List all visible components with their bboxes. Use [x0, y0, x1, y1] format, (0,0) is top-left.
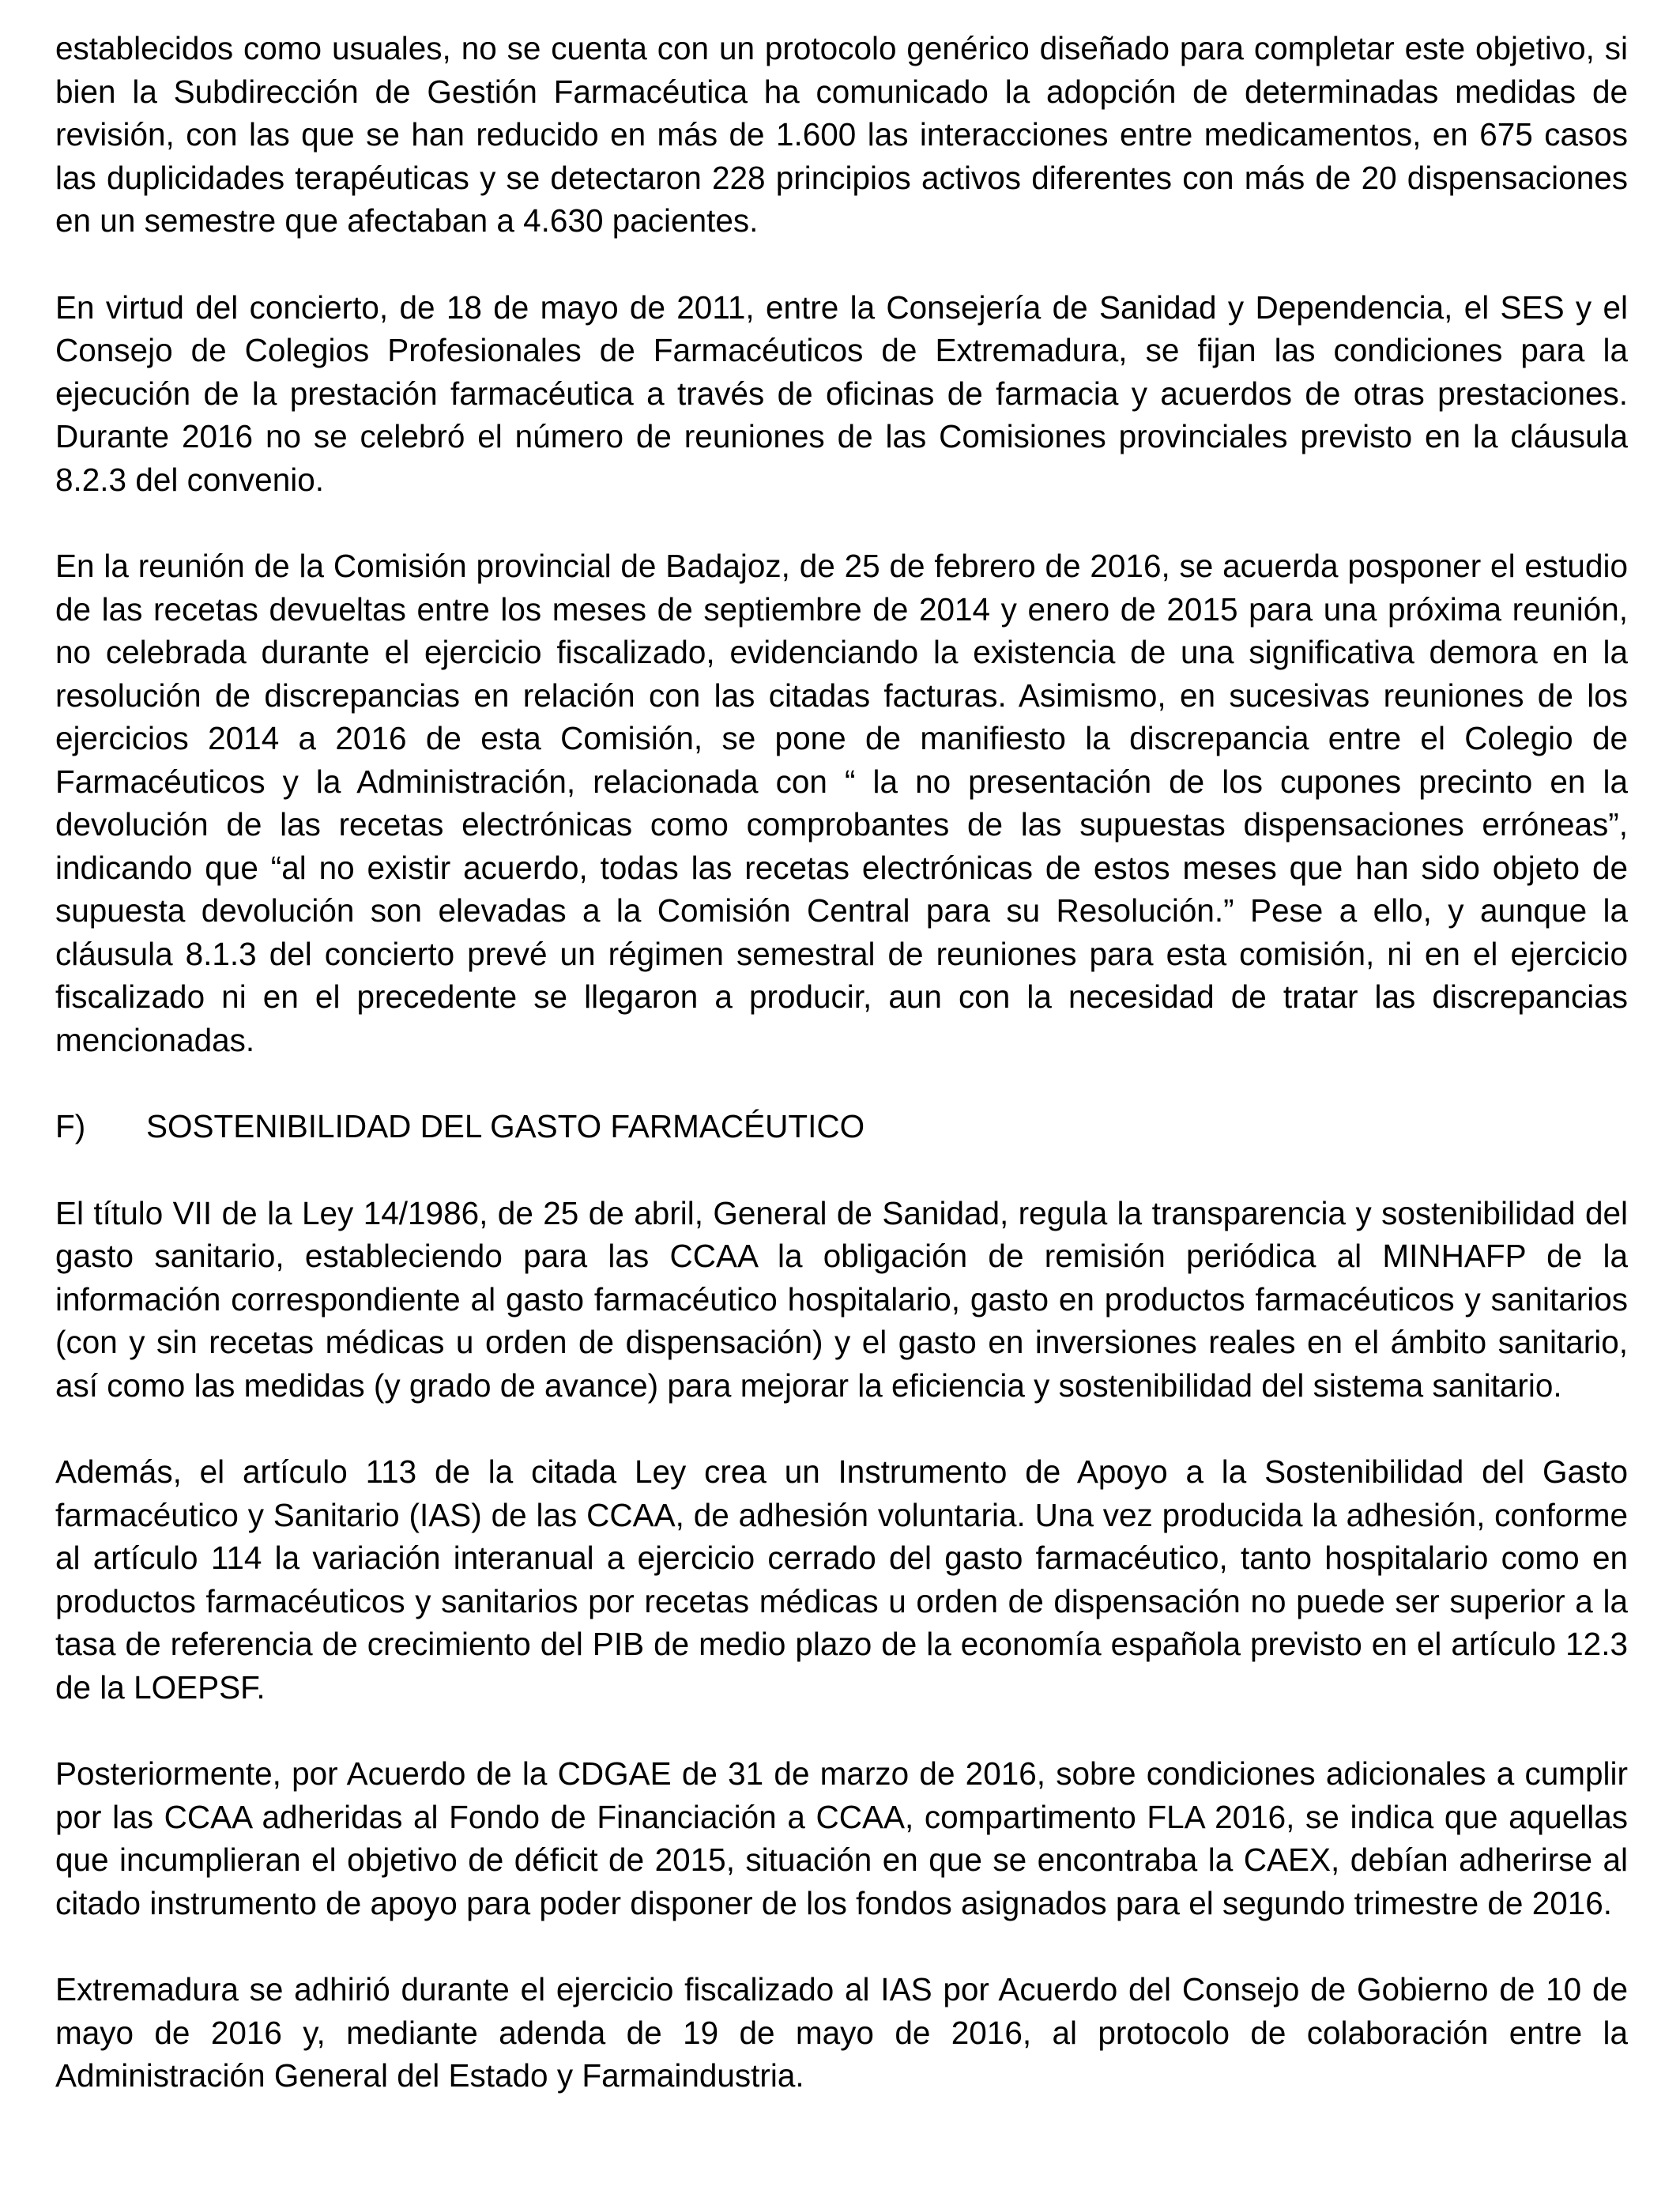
paragraph-acuerdo-cdgae: Posteriormente, por Acuerdo de la CDGAE de 31 de marzo de 2016, sobre condiciones adicionales a cumplir por las CCAA adheridas al Fondo de Financiación a CCAA, compartimento FLA 2016, se indica que aquellas que incumplieran el objetivo de déficit de 2015, situación en que se encontraba la CAEX, debían adherirse al citado instrumento de apoyo para poder disponer de los fondos asignados para el segundo trimestre de 2016.	[55, 1755, 1628, 1921]
section-number: F)	[55, 1108, 86, 1144]
paragraph-concierto-farmaceuticos: En virtud del concierto, de 18 de mayo de 2011, entre la Consejería de Sanidad y Dependencia, el SES y el Consejo de Colegios Profesionales de Farmacéuticos de Extremadura, se fijan las condiciones para la ejecución de la prestación farmacéutica a través de oficinas de farmacia y acuerdos de otras prestaciones. Durante 2016 no se celebró el número de reuniones de las Comisiones provinciales previsto en la cláusula 8.2.3 del convenio.	[55, 288, 1628, 498]
paragraph-protocolo-revision: establecidos como usuales, no se cuenta con un protocolo genérico diseñado para completar este objetivo, si bien la Subdirección de Gestión Farmacéutica ha comunicado la adopción de determinadas medidas de revisión, con las que se han reducido en más de 1.600 las interacciones entre medicamentos, en 675 casos las duplicidades terapéuticas y se detectaron 228 principios activos diferentes con más de 20 dispensaciones en un semestre que afectaban a 4.630 pacientes.	[55, 30, 1628, 239]
paragraph-adhesion-extremadura: Extremadura se adhirió durante el ejercicio fiscalizado al IAS por Acuerdo del Consejo de Gobierno de 10 de mayo de 2016 y, mediante adenda de 19 de mayo de 2016, al protocolo de colaboración entre la Administración General del Estado y Farmaindustria.	[55, 1971, 1628, 2094]
paragraph-instrumento-apoyo: Además, el artículo 113 de la citada Ley crea un Instrumento de Apoyo a la Sostenibilidad del Gasto farmacéutico y Sanitario (IAS) de las CCAA, de adhesión voluntaria. Una vez producida la adhesión, conforme al artículo 114 la variación interanual a ejercicio cerrado del gasto farmacéutico, tanto hospitalario como en productos farmacéuticos y sanitarios por recetas médicas u orden de dispensación no puede ser superior a la tasa de referencia de crecimiento del PIB de medio plazo de la economía española previsto en el artículo 12.3 de la LOEPSF.	[55, 1453, 1628, 1706]
document-page	[55, 27, 1628, 2098]
paragraph-ley-general-sanidad: El título VII de la Ley 14/1986, de 25 de abril, General de Sanidad, regula la transparencia y sostenibilidad del gasto sanitario, estableciendo para las CCAA la obligación de remisión periódica al MINHAFP de la información correspondiente al gasto farmacéutico hospitalario, gasto en productos farmacéuticos y sanitarios (con y sin recetas médicas u orden de dispensación) y el gasto en inversiones reales en el ámbito sanitario, así como las medidas (y grado de avance) para mejorar la eficiencia y sostenibilidad del sistema sanitario.	[55, 1194, 1628, 1404]
section-heading	[55, 1105, 1628, 1148]
section-title: SOSTENIBILIDAD DEL GASTO FARMACÉUTICO	[146, 1108, 865, 1144]
paragraph-comision-badajoz: En la reunión de la Comisión provincial de Badajoz, de 25 de febrero de 2016, se acuerda posponer el estudio de las recetas devueltas entre los meses de septiembre de 2014 y enero de 2015 para una próxima reunión, no celebrada durante el ejercicio fiscalizado, evidenciando la existencia de una significativa demora en la resolución de discrepancias en relación con las citadas facturas. Asimismo, en sucesivas reuniones de los ejercicios 2014 a 2016 de esta Comisión, se pone de manifiesto la discrepancia entre el Colegio de Farmacéuticos y la Administración, relacionada con “ la no presentación de los cupones precinto en la devolución de las recetas electrónicas como comprobantes de las supuestas dispensaciones erróneas”, indicando que “al no existir acuerdo, todas las recetas electrónicas de estos meses que han sido objeto de supuesta devolución son elevadas a la Comisión Central para su Resolución.” Pese a ello, y aunque la cláusula 8.1.3 del concierto prevé un régimen semestral de reuniones para esta comisión, ni en el ejercicio fiscalizado ni en el precedente se llegaron a producir, aun con la necesidad de tratar las discrepancias mencionadas.	[55, 548, 1628, 1058]
